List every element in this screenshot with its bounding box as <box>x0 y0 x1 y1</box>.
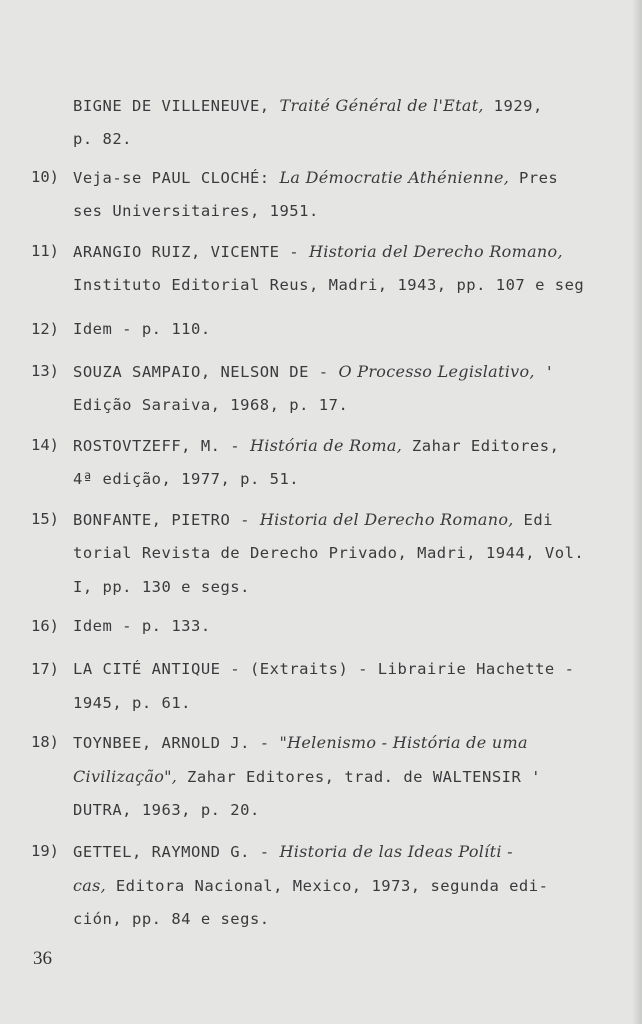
citation-text: ARANGIO RUIZ, VICENTE - <box>73 243 309 261</box>
footnote-number: 17) <box>31 660 59 678</box>
footnote-line <box>73 544 584 562</box>
footnote-line <box>73 842 513 861</box>
footnote-number: 16) <box>31 617 59 635</box>
footnote-number: 15) <box>31 510 59 528</box>
footnote-line <box>73 767 541 786</box>
citation-text: BONFANTE, PIETRO - <box>73 511 260 529</box>
title-text: História de Roma, <box>249 436 403 455</box>
citation-text: SOUZA SAMPAIO, NELSON DE - <box>73 363 339 381</box>
citation-text: Zahar Editores, <box>402 437 560 455</box>
citation-text: Zahar Editores, trad. de WALTENSIR ' <box>177 768 541 786</box>
footnote-line <box>73 276 584 294</box>
citation-text: GETTEL, RAYMOND G. - <box>73 843 280 861</box>
citation-text: Idem - p. 110. <box>73 320 211 338</box>
citation-text: 1929, <box>483 97 543 115</box>
citation-text: ses Universitaires, 1951. <box>73 202 319 220</box>
footnote-line <box>73 96 543 115</box>
footnote-line <box>73 362 555 381</box>
citation-text: 4ª edição, 1977, p. 51. <box>73 470 300 488</box>
footnote-number: 10) <box>31 168 59 186</box>
footnote-line <box>73 578 250 596</box>
footnote-line <box>73 694 191 712</box>
page-number: 36 <box>33 948 52 969</box>
citation-text: I, pp. 130 e segs. <box>73 578 250 596</box>
footnote-line <box>73 436 559 455</box>
footnote-number: 14) <box>31 436 59 454</box>
title-text: La Démocratie Athénienne, <box>279 168 510 187</box>
footnote-number: 12) <box>31 320 59 338</box>
footnote-line <box>73 733 528 752</box>
footnote-line <box>73 660 574 678</box>
citation-text: Editora Nacional, Mexico, 1973, segunda edi- <box>106 877 549 895</box>
footnote-line <box>73 242 563 261</box>
footnote-number: 19) <box>31 842 59 860</box>
footnote-line <box>73 876 548 895</box>
citation-text: torial Revista de Derecho Privado, Madri, 1944, Vol. <box>73 544 585 562</box>
footnote-line <box>73 510 553 529</box>
footnote-line <box>73 168 558 187</box>
citation-text: DUTRA, 1963, p. 20. <box>73 801 260 819</box>
footnote-number: 13) <box>31 362 59 380</box>
title-text: Historia de las Ideas Políti - <box>279 842 513 861</box>
footnote-line <box>73 202 319 220</box>
citation-text: Veja-se PAUL CLOCHÉ: <box>73 169 280 187</box>
title-text: Historia del Derecho Romano, <box>259 510 514 529</box>
citation-text: LA CITÉ ANTIQUE - (Extraits) - Librairie Hachette - <box>73 660 575 678</box>
title-text: Civilização", <box>73 767 178 786</box>
footnote-line <box>73 617 211 635</box>
citation-text: 1945, p. 61. <box>73 694 191 712</box>
footnote-line <box>73 320 211 338</box>
citation-text: p. 82. <box>73 130 132 148</box>
citation-text: TOYNBEE, ARNOLD J. - <box>73 734 280 752</box>
title-text: Traité Général de l'Etat, <box>279 96 484 115</box>
citation-text: ción, pp. 84 e segs. <box>73 910 270 928</box>
footnote-line <box>73 130 132 148</box>
citation-text: Edição Saraiva, 1968, p. 17. <box>73 396 349 414</box>
footnote-line <box>73 470 299 488</box>
title-text: "Helenismo - História de uma <box>279 733 528 752</box>
citation-text: Edi <box>513 511 554 529</box>
citation-text: Instituto Editorial Reus, Madri, 1943, pp. 107 e seg <box>73 276 585 294</box>
citation-text: Idem - p. 133. <box>73 617 211 635</box>
page-edge-shadow <box>632 0 642 1024</box>
citation-text: ' <box>534 363 555 381</box>
citation-text: Pres <box>509 169 559 187</box>
title-text: O Processo Legislativo, <box>338 362 535 381</box>
footnote-line <box>73 396 348 414</box>
title-text: cas, <box>73 876 106 895</box>
footnote-line <box>73 801 260 819</box>
citation-text: BIGNE DE VILLENEUVE, <box>73 97 280 115</box>
citation-text: ROSTOVTZEFF, M. - <box>73 437 250 455</box>
footnote-line <box>73 910 270 928</box>
footnote-number: 18) <box>31 733 59 751</box>
title-text: Historia del Derecho Romano, <box>308 242 563 261</box>
footnote-number: 11) <box>31 242 59 260</box>
